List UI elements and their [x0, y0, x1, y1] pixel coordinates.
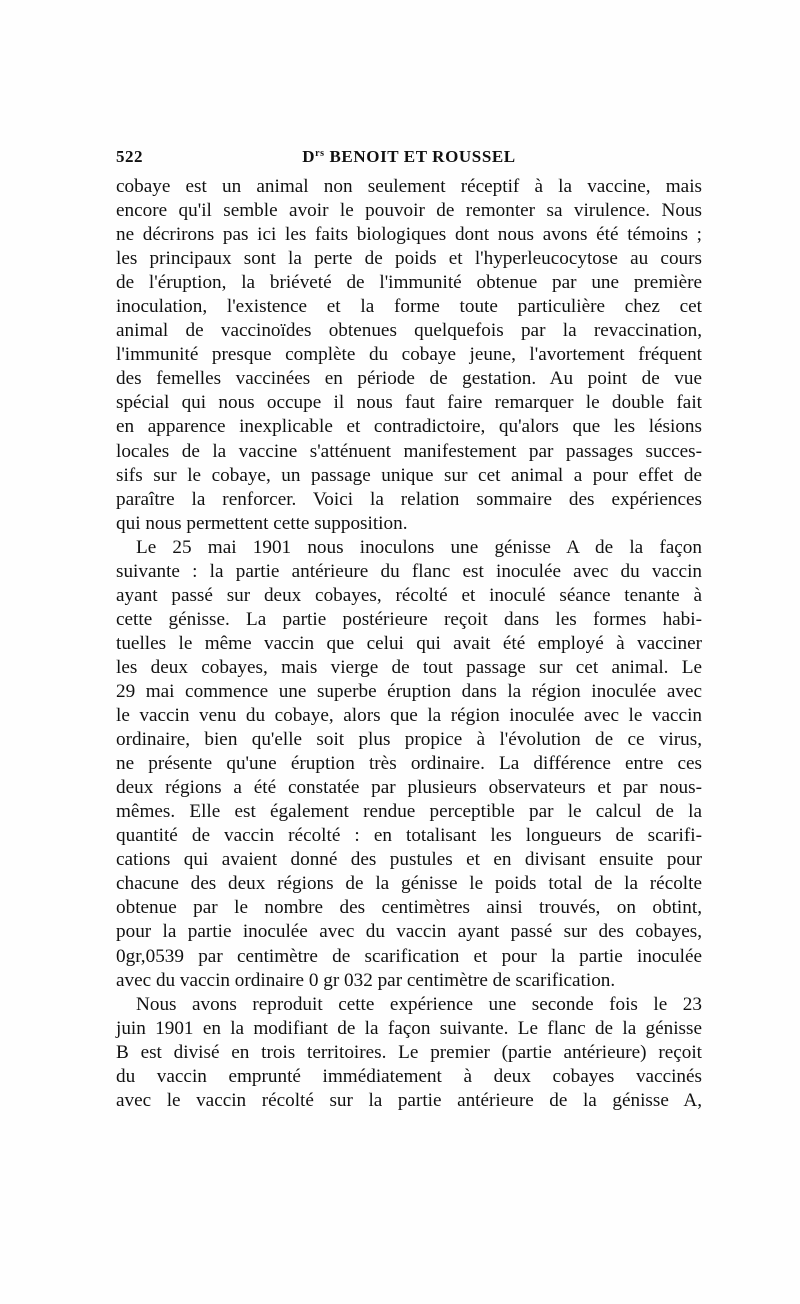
- text-line: ayant passé sur deux cobayes, récolté et inoculé séance tenante à: [116, 584, 702, 606]
- text-line: chacune des deux régions de la génisse le poids total de la récolte: [116, 873, 702, 895]
- text-line: les deux cobayes, mais vierge de tout passage sur cet animal. Le: [116, 656, 702, 678]
- text-line: l'immunité presque complète du cobaye jeune, l'avortement fréquent: [116, 344, 702, 366]
- text-line: suivante : la partie antérieure du flanc est inoculée avec du vaccin: [116, 560, 702, 582]
- text-line: le vaccin venu du cobaye, alors que la région inoculée avec le vaccin: [116, 705, 702, 727]
- text-line: les principaux sont la perte de poids et l'hyperleucocytose au cours: [116, 248, 702, 270]
- page-header: [116, 147, 702, 173]
- text-line: encore qu'il semble avoir le pouvoir de remonter sa virulence. Nous: [116, 200, 702, 222]
- text-line: cette génisse. La partie postérieure reçoit dans les formes habi-: [116, 608, 702, 630]
- text-line: quantité de vaccin récolté : en totalisant les longueurs de scarifi-: [116, 825, 702, 847]
- text-line: qui nous permettent cette supposition.: [116, 512, 408, 534]
- text-line: du vaccin emprunté immédiatement à deux cobayes vaccinés: [116, 1065, 702, 1087]
- text-line: inoculation, l'existence et la forme toute particulière chez cet: [116, 296, 702, 318]
- text-line: avec du vaccin ordinaire 0 gr 032 par centimètre de scarification.: [116, 969, 616, 991]
- text-line: ne décrirons pas ici les faits biologiques dont nous avons été témoins ;: [116, 224, 702, 246]
- running-head: [116, 147, 702, 167]
- text-line: deux régions a été constatée par plusieurs observateurs et par nous-: [116, 777, 702, 799]
- text-line: B est divisé en trois territoires. Le premier (partie antérieure) reçoit: [116, 1041, 702, 1063]
- text-line: cations qui avaient donné des pustules et en divisant ensuite pour: [116, 849, 702, 871]
- text-line: locales de la vaccine s'atténuent manifestement par passages succes-: [116, 440, 702, 462]
- page-number: 522: [116, 147, 143, 166]
- text-line: avec le vaccin récolté sur la partie antérieure de la génisse A,: [116, 1089, 702, 1111]
- text-line: 29 mai commence une superbe éruption dans la région inoculée avec: [116, 680, 702, 702]
- text-line: mêmes. Elle est également rendue perceptible par le calcul de la: [116, 801, 702, 823]
- text-line: tuelles le même vaccin que celui qui avait été employé à vacciner: [116, 632, 702, 654]
- paragraph-2: [116, 536, 702, 993]
- text-line: sifs sur le cobaye, un passage unique sur cet animal a pour effet de: [116, 464, 702, 486]
- paragraph-1: [116, 175, 702, 536]
- text-line: Le 25 mai 1901 nous inoculons une génisse A de la façon: [136, 536, 702, 558]
- text-line: juin 1901 en la modifiant de la façon suivante. Le flanc de la génisse: [116, 1017, 702, 1039]
- body-text: [116, 175, 702, 1113]
- running-head-authors: BENOIT ET ROUSSEL: [324, 147, 516, 166]
- text-line: pour la partie inoculée avec du vaccin ayant passé sur des cobayes,: [116, 921, 702, 943]
- text-line: animal de vaccinoïdes obtenues quelquefois par la revaccination,: [116, 320, 702, 342]
- text-line: paraître la renforcer. Voici la relation sommaire des expériences: [116, 488, 702, 510]
- text-line: Nous avons reproduit cette expérience une seconde fois le 23: [136, 993, 702, 1015]
- text-line: des femelles vaccinées en période de gestation. Au point de vue: [116, 368, 702, 390]
- text-line: ordinaire, bien qu'elle soit plus propice à l'évolution de ce virus,: [116, 729, 702, 751]
- text-line: 0gr,0539 par centimètre de scarification et pour la partie inoculée: [116, 945, 702, 967]
- running-head-superscript: rs: [315, 148, 325, 159]
- running-head-prefix: D: [302, 147, 316, 166]
- text-line: de l'éruption, la briéveté de l'immunité obtenue par une première: [116, 272, 702, 294]
- text-line: cobaye est un animal non seulement réceptif à la vaccine, mais: [116, 176, 702, 197]
- text-line: en apparence inexplicable et contradictoire, qu'alors que les lésions: [116, 416, 702, 438]
- paragraph-3: [116, 993, 702, 1113]
- text-line: obtenue par le nombre des centimètres ainsi trouvés, on obtint,: [116, 897, 702, 919]
- text-line: spécial qui nous occupe il nous faut faire remarquer le double fait: [116, 392, 702, 414]
- text-line: ne présente qu'une éruption très ordinaire. La différence entre ces: [116, 753, 702, 775]
